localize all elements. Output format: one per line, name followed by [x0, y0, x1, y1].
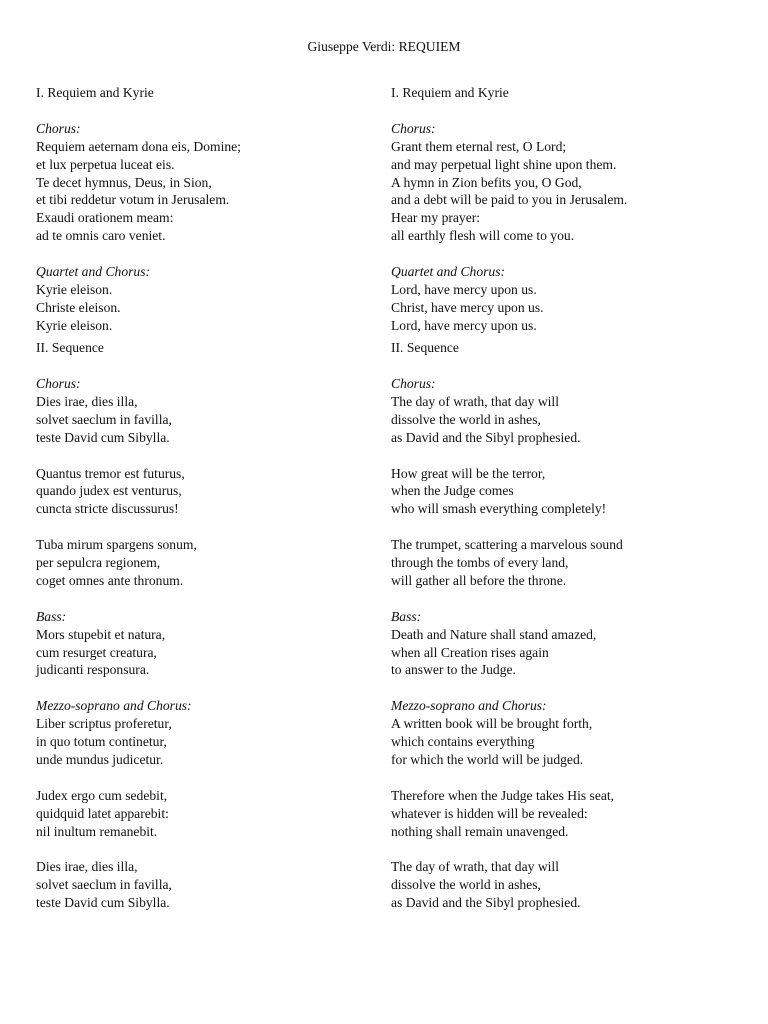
verse-line: Death and Nature shall stand amazed,: [391, 626, 597, 642]
stanza: [36, 120, 366, 245]
verse-line: Mors stupebit et natura,: [36, 626, 166, 642]
verse-line: dissolve the world in ashes,: [391, 877, 541, 893]
verse-line: dissolve the world in ashes,: [391, 411, 541, 427]
verse-line: Christe eleison.: [36, 299, 121, 315]
verse-line: Lord, have mercy upon us.: [391, 281, 537, 297]
verse-line: Kyrie eleison.: [36, 281, 113, 297]
verse-line: cum resurget creatura,: [36, 644, 157, 660]
section-heading: I. Requiem and Kyrie: [36, 85, 154, 100]
verse-line: and may perpetual light shine upon them.: [391, 156, 617, 172]
verse-line: A hymn in Zion befits you, O God,: [391, 174, 582, 190]
verse-line: The day of wrath, that day will: [391, 393, 559, 409]
verse-line: A written book will be brought forth,: [391, 716, 593, 732]
verse-line: cuncta stricte discussurus!: [36, 501, 179, 517]
verse-line: as David and the Sibyl prophesied.: [391, 429, 581, 445]
verse-line: when all Creation rises again: [391, 644, 549, 660]
verse-line: will gather all before the throne.: [391, 572, 567, 588]
voice-label: Chorus:: [36, 120, 81, 136]
verse-line: Tuba mirum spargens sonum,: [36, 537, 197, 553]
verse-line: The trumpet, scattering a marvelous sound: [391, 537, 623, 553]
verse-line: solvet saeclum in favilla,: [36, 411, 172, 427]
verse-line: all earthly flesh will come to you.: [391, 228, 575, 244]
verse-line: ad te omnis caro veniet.: [36, 228, 166, 244]
verse-line: nil inultum remanebit.: [36, 823, 158, 839]
stanza: [36, 858, 366, 912]
voice-label: Chorus:: [36, 376, 81, 392]
stanza: [36, 263, 366, 335]
verse-line: per sepulcra regionem,: [36, 555, 161, 571]
stanza: [36, 465, 366, 519]
verse-line: coget omnes ante thronum.: [36, 572, 184, 588]
verse-line: Lord, have mercy upon us.: [391, 317, 537, 333]
voice-label: Quartet and Chorus:: [36, 264, 151, 280]
verse-line: The day of wrath, that day will: [391, 859, 559, 875]
stanza: [391, 608, 721, 680]
verse-line: in quo totum continetur,: [36, 734, 167, 750]
section-heading: I. Requiem and Kyrie: [391, 85, 509, 100]
verse-line: which contains everything: [391, 734, 535, 750]
verse-line: How great will be the terror,: [391, 465, 546, 481]
section: [391, 339, 721, 912]
verse-line: teste David cum Sibylla.: [36, 429, 170, 445]
verse-line: whatever is hidden will be revealed:: [391, 805, 588, 821]
verse-line: Te decet hymnus, Deus, in Sion,: [36, 174, 212, 190]
voice-label: Quartet and Chorus:: [391, 264, 506, 280]
document-title: Giuseppe Verdi: REQUIEM: [307, 39, 461, 54]
section-heading: II. Sequence: [391, 340, 459, 356]
stanza: [36, 536, 366, 590]
verse-line: Exaudi orationem meam:: [36, 210, 174, 226]
verse-line: for which the world will be judged.: [391, 751, 584, 767]
verse-line: Hear my prayer:: [391, 210, 481, 226]
verse-line: Dies irae, dies illa,: [36, 859, 138, 875]
stanza: [391, 120, 721, 245]
stanza: [391, 787, 721, 841]
stanza: [36, 375, 366, 447]
stanza: [391, 858, 721, 912]
stanza: [391, 536, 721, 590]
stanza: [36, 608, 366, 680]
verse-line: Grant them eternal rest, O Lord;: [391, 138, 567, 154]
verse-line: et tibi reddetur votum in Jerusalem.: [36, 192, 230, 208]
verse-line: who will smash everything completely!: [391, 501, 607, 517]
verse-line: and a debt will be paid to you in Jerusalem.: [391, 192, 628, 208]
voice-label: Mezzo-soprano and Chorus:: [36, 698, 192, 714]
verse-line: when the Judge comes: [391, 483, 514, 499]
verse-line: Judex ergo cum sedebit,: [36, 787, 168, 803]
voice-label: Chorus:: [391, 376, 436, 392]
verse-line: nothing shall remain unavenged.: [391, 823, 569, 839]
section-heading: II. Sequence: [36, 340, 104, 356]
verse-line: Quantus tremor est futurus,: [36, 465, 185, 481]
voice-label: Bass:: [36, 608, 67, 624]
verse-line: as David and the Sibyl prophesied.: [391, 895, 581, 911]
english-column: [391, 84, 721, 930]
voice-label: Bass:: [391, 608, 422, 624]
voice-label: Chorus:: [391, 120, 436, 136]
verse-line: quando judex est venturus,: [36, 483, 182, 499]
verse-line: Christ, have mercy upon us.: [391, 299, 544, 315]
stanza: [36, 697, 366, 769]
verse-line: judicanti responsura.: [36, 662, 150, 678]
stanza: [391, 375, 721, 447]
verse-line: to answer to the Judge.: [391, 662, 516, 678]
verse-line: Requiem aeternam dona eis, Domine;: [36, 138, 241, 154]
verse-line: et lux perpetua luceat eis.: [36, 156, 175, 172]
voice-label: Mezzo-soprano and Chorus:: [391, 698, 547, 714]
verse-line: Therefore when the Judge takes His seat,: [391, 787, 615, 803]
verse-line: teste David cum Sibylla.: [36, 895, 170, 911]
section: [391, 84, 721, 335]
latin-column: [36, 84, 366, 930]
stanza: [391, 263, 721, 335]
verse-line: solvet saeclum in favilla,: [36, 877, 172, 893]
stanza: [36, 787, 366, 841]
section: [36, 339, 366, 912]
stanza: [391, 697, 721, 769]
verse-line: unde mundus judicetur.: [36, 751, 164, 767]
section: [36, 84, 366, 335]
verse-line: through the tombs of every land,: [391, 555, 569, 571]
verse-line: Dies irae, dies illa,: [36, 393, 138, 409]
verse-line: Liber scriptus proferetur,: [36, 716, 172, 732]
verse-line: quidquid latet apparebit:: [36, 805, 169, 821]
verse-line: Kyrie eleison.: [36, 317, 113, 333]
stanza: [391, 465, 721, 519]
